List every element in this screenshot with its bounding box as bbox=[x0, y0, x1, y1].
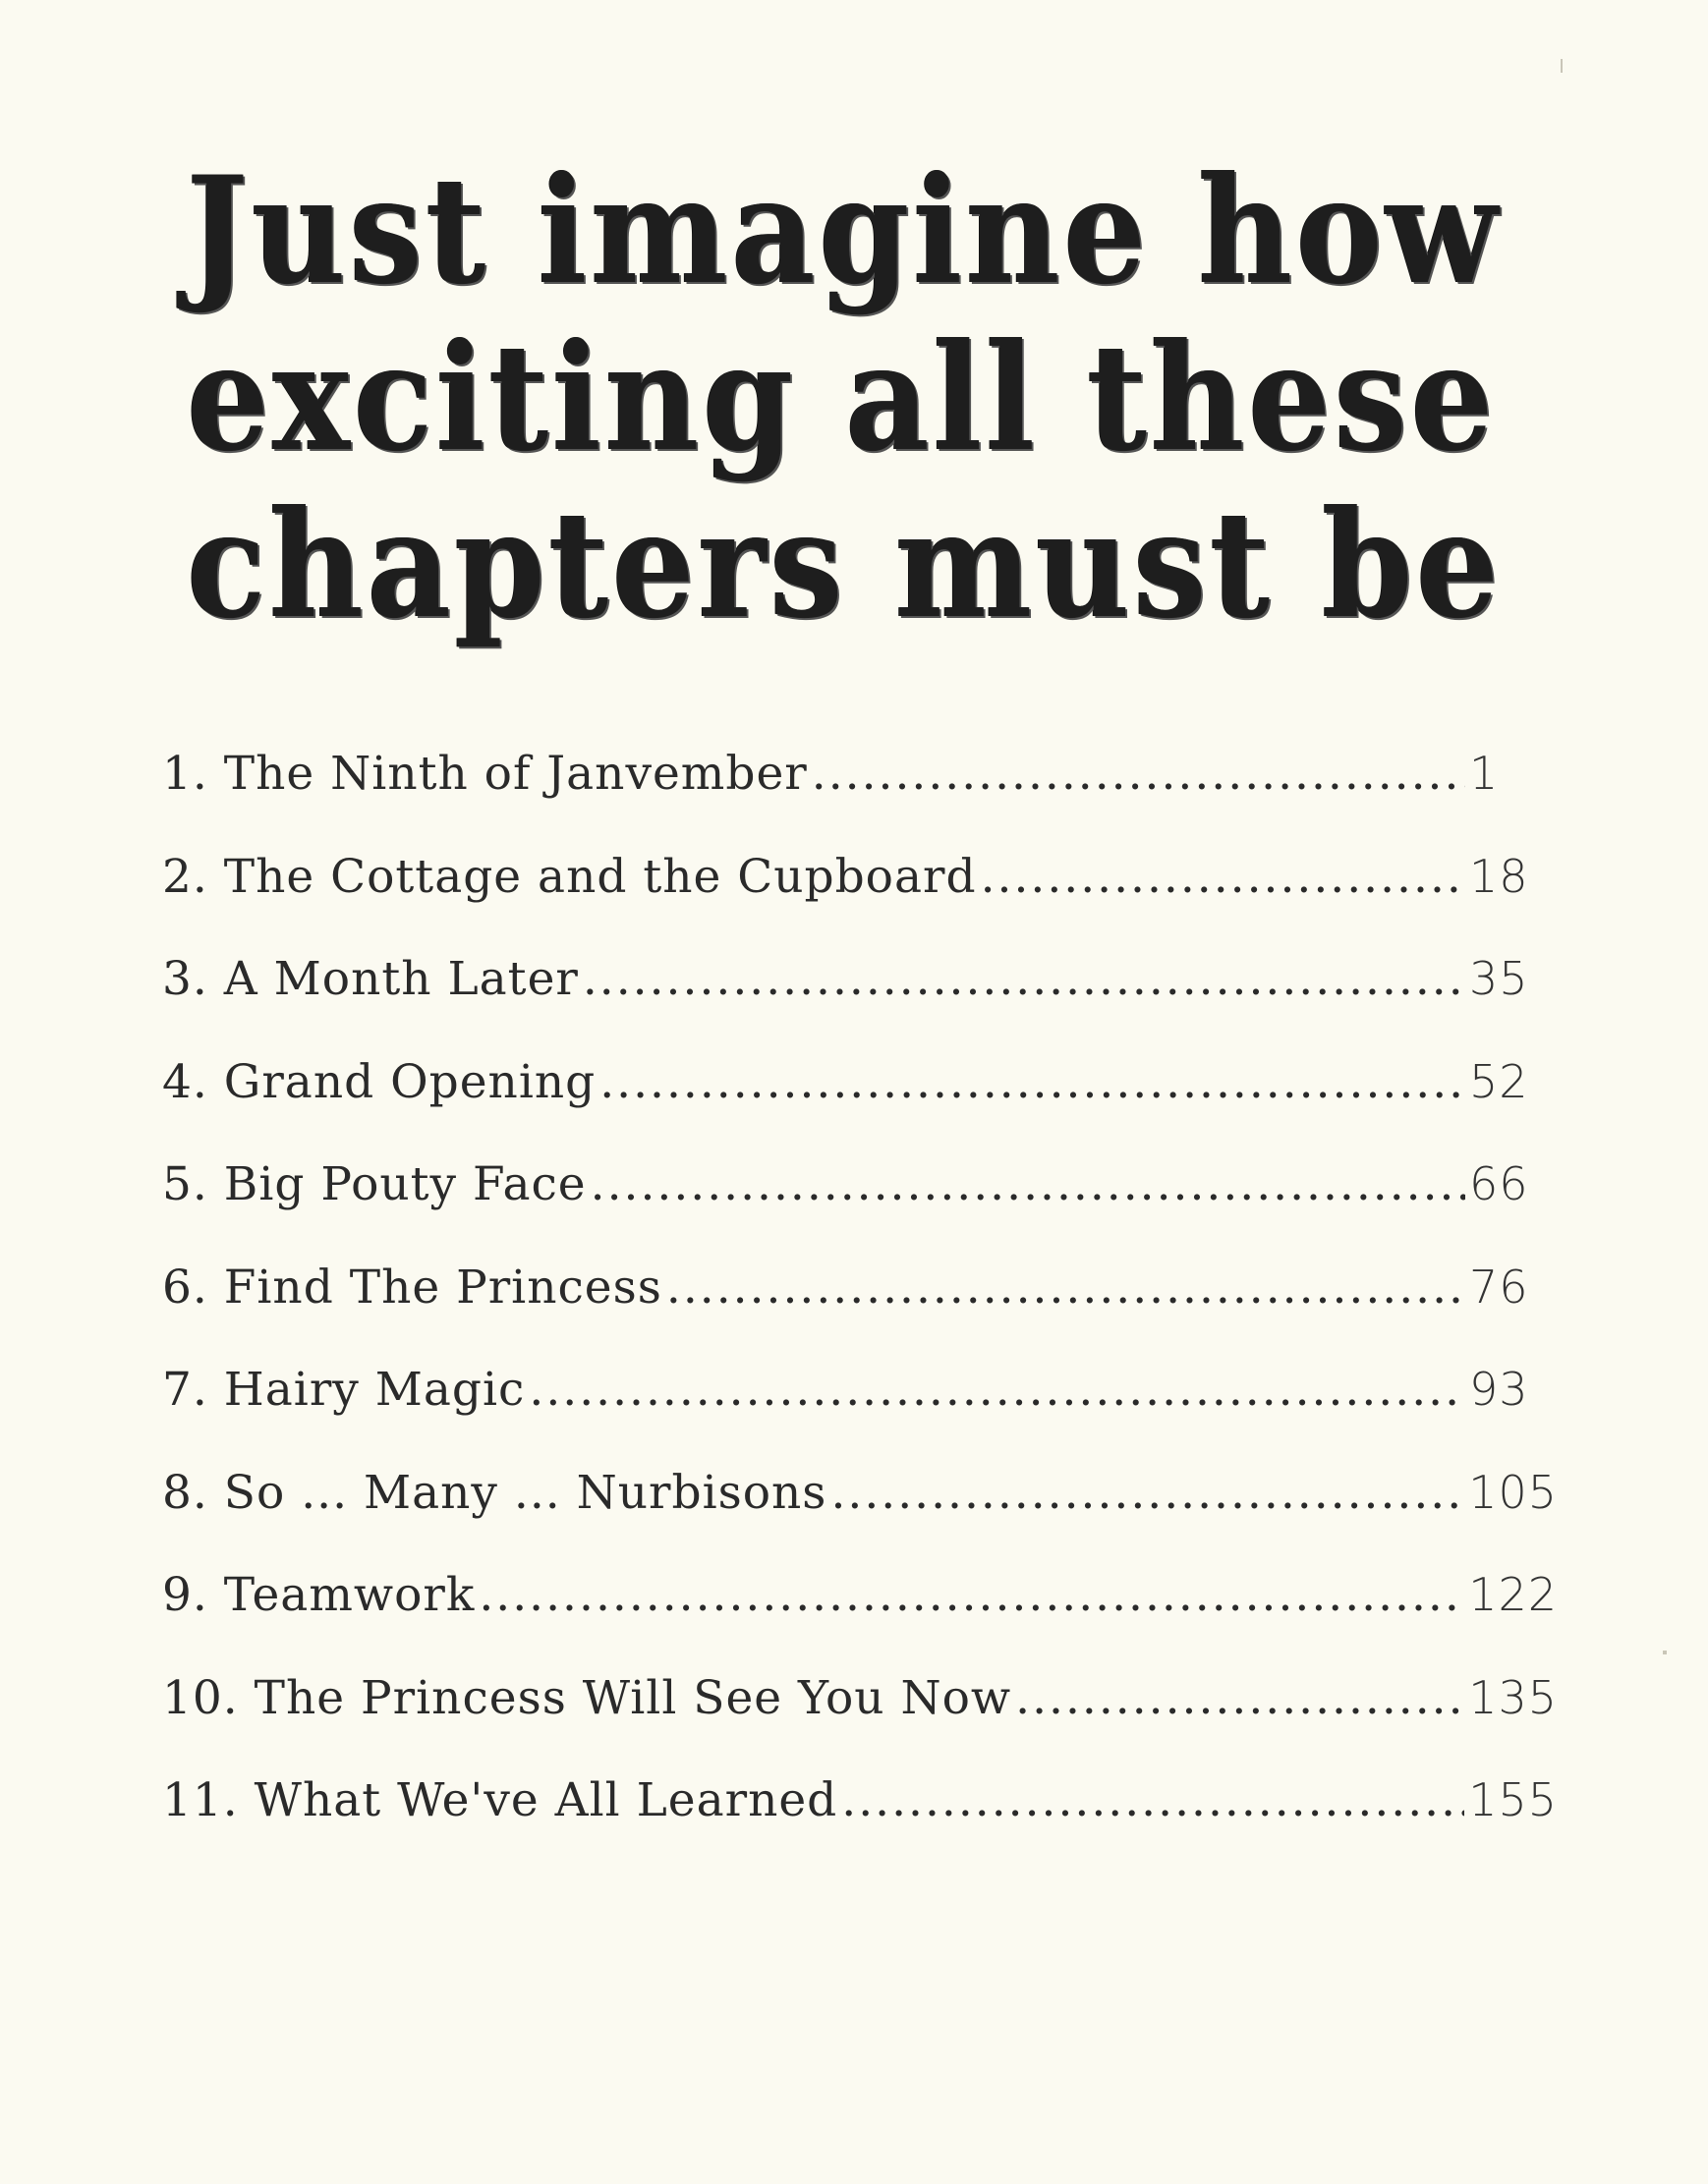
chapter-title: 11. What We've All Learned bbox=[162, 1773, 838, 1827]
chapter-title: 2. The Cottage and the Cupboard bbox=[162, 849, 977, 904]
chapter-title: 1. The Ninth of Janvember bbox=[162, 747, 808, 801]
chapter-title: 7. Hairy Magic bbox=[162, 1363, 526, 1417]
dot-leader bbox=[591, 1157, 1465, 1211]
dot-leader bbox=[529, 1363, 1465, 1417]
toc-entry bbox=[162, 1568, 1558, 1671]
dot-leader bbox=[583, 952, 1465, 1006]
page-number: 122 bbox=[1468, 1568, 1558, 1621]
heading-line-3: chapters must be bbox=[187, 478, 1503, 651]
toc-entry bbox=[162, 952, 1558, 1055]
toc-entry bbox=[162, 1260, 1558, 1364]
chapter-title: 4. Grand Opening bbox=[162, 1054, 597, 1109]
dot-leader bbox=[841, 1773, 1464, 1827]
page-number: 18 bbox=[1469, 849, 1529, 903]
dot-leader bbox=[812, 747, 1465, 801]
dot-leader bbox=[666, 1260, 1465, 1315]
page-heading bbox=[187, 144, 1503, 651]
scan-speck bbox=[1561, 59, 1563, 73]
chapter-title: 5. Big Pouty Face bbox=[162, 1157, 587, 1211]
toc-entry bbox=[162, 1466, 1558, 1569]
page-number: 76 bbox=[1469, 1260, 1529, 1314]
dot-leader bbox=[830, 1466, 1464, 1520]
chapter-title: 6. Find The Princess bbox=[162, 1260, 662, 1315]
page-number: 35 bbox=[1469, 952, 1529, 1005]
scan-speck bbox=[1663, 1651, 1667, 1654]
page-number: 155 bbox=[1468, 1773, 1558, 1826]
heading-line-2: exciting all these bbox=[187, 311, 1497, 484]
toc-entry bbox=[162, 1363, 1558, 1466]
page-number: 135 bbox=[1468, 1670, 1558, 1724]
heading-line-1: Just imagine how bbox=[187, 144, 1502, 317]
page-number: 1 bbox=[1469, 747, 1500, 800]
dot-leader bbox=[1015, 1671, 1464, 1725]
dot-leader bbox=[479, 1568, 1464, 1622]
toc-entry bbox=[162, 747, 1558, 850]
chapter-title: 9. Teamwork bbox=[162, 1568, 476, 1622]
chapter-title: 8. So ... Many ... Nurbisons bbox=[162, 1465, 827, 1520]
toc-entry bbox=[162, 850, 1558, 953]
toc-entry bbox=[162, 1773, 1558, 1876]
page-number: 93 bbox=[1469, 1363, 1529, 1416]
page-number: 52 bbox=[1469, 1054, 1529, 1108]
toc-entry bbox=[162, 1055, 1558, 1158]
table-of-contents bbox=[162, 747, 1558, 1876]
chapter-title: 3. A Month Later bbox=[162, 952, 579, 1006]
chapter-title: 10. The Princess Will See You Now bbox=[162, 1670, 1012, 1725]
dot-leader bbox=[599, 1055, 1465, 1109]
toc-entry bbox=[162, 1671, 1558, 1774]
page-number: 66 bbox=[1469, 1157, 1529, 1210]
dot-leader bbox=[981, 850, 1465, 904]
page-number: 105 bbox=[1468, 1465, 1558, 1519]
toc-entry bbox=[162, 1157, 1558, 1260]
